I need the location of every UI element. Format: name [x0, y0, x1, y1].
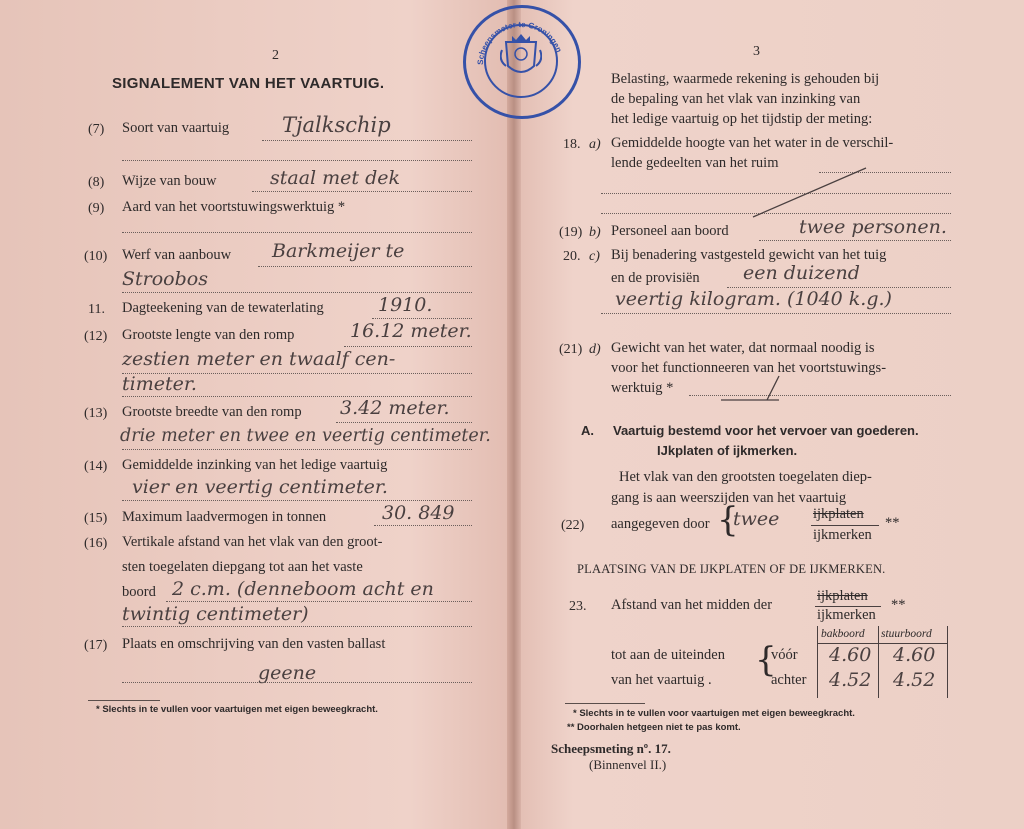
field-value: 2 c.m. (denneboom acht en — [172, 578, 434, 600]
page-title: SIGNALEMENT VAN HET VAARTUIG. — [112, 75, 385, 92]
table-label: van het vaartuig . — [611, 672, 712, 688]
footnote: * Slechts in te vullen voor vaartuigen met eigen beweegkracht. — [96, 704, 378, 715]
brace-icon: { — [755, 640, 777, 680]
field-value: veertig kilogram. (1040 k.g.) — [615, 288, 892, 310]
option-struck: ijkplaten — [813, 506, 864, 522]
placement-heading: PLAATSING VAN DE IJKPLATEN OF DE IJKMERKEN. — [577, 562, 886, 576]
table-cell: 4.52 — [893, 669, 936, 691]
field-label: Grootste lengte van den romp — [122, 327, 295, 343]
field-value: twee — [733, 508, 780, 530]
field-label: aangegeven door — [611, 516, 710, 532]
item-number: (9) — [88, 201, 105, 216]
option: ijkmerken — [813, 527, 872, 543]
item-number: (16) — [84, 536, 108, 551]
field-label: Maximum laadvermogen in tonnen — [122, 509, 327, 525]
row-label: vóór — [771, 647, 798, 663]
paragraph-line: gang is aan weerszijden van het vaartuig — [611, 490, 847, 506]
dotted-line — [122, 292, 472, 293]
item-sub: a) — [589, 137, 601, 152]
item-number: 11. — [88, 302, 105, 317]
field-label: Wijze van bouw — [122, 173, 217, 189]
dotted-line — [122, 626, 472, 627]
item-number: (10) — [84, 249, 108, 264]
field-label: voor het functionneeren van het voortstuwings- — [611, 360, 887, 376]
field-label: Gemiddelde hoogte van het water in de verschil- — [611, 135, 894, 151]
dash-mark — [751, 165, 871, 220]
table-cell: 4.60 — [829, 644, 872, 666]
intro-line: het ledige vaartuig op het tijdstip der meting: — [611, 111, 873, 127]
field-value: Barkmeijer te — [272, 240, 405, 262]
item-sub: b) — [589, 225, 601, 240]
dotted-line — [122, 232, 472, 233]
table-rule — [817, 626, 818, 698]
field-value: een duizend — [743, 262, 860, 284]
table-cell: 4.60 — [893, 644, 936, 666]
item-number: (19) — [559, 225, 583, 240]
dotted-line — [262, 140, 472, 141]
field-value: vier en veertig centimeter. — [132, 476, 388, 498]
dotted-line — [122, 682, 472, 683]
field-value: 3.42 meter. — [340, 397, 450, 419]
item-sub: d) — [589, 342, 601, 357]
field-label: Gewicht van het water, dat normaal noodig is — [611, 340, 875, 356]
field-value: zestien meter en twaalf cen- — [122, 348, 396, 370]
field-label: Grootste breedte van den romp — [122, 404, 302, 420]
field-label: Bij benadering vastgesteld gewicht van het tuig — [611, 247, 887, 263]
section-letter: A. — [581, 423, 594, 438]
table-cell: 4.52 — [829, 669, 872, 691]
dotted-line — [122, 500, 472, 501]
page-number: 2 — [272, 48, 279, 63]
item-sub: c) — [589, 249, 600, 264]
field-value: geene — [258, 662, 317, 684]
field-label: Personeel aan boord — [611, 223, 729, 239]
field-value: Stroobos — [122, 268, 208, 290]
field-label: Aard van het voortstuwingswerktuig * — [122, 199, 346, 215]
form-title: Scheepsmeting nº. 17. — [551, 741, 671, 756]
item-number: (13) — [84, 406, 108, 421]
footnote-mark: ** — [891, 597, 906, 613]
section-title: Vaartuig bestemd voor het vervoer van goederen. — [613, 423, 919, 438]
field-label: Afstand van het midden der — [611, 597, 773, 613]
dotted-line — [336, 422, 472, 423]
dotted-line — [372, 318, 472, 319]
field-label: Werf van aanbouw — [122, 247, 232, 263]
field-label: sten toegelaten diepgang tot aan het vaste — [122, 559, 363, 575]
field-value: 16.12 meter. — [350, 320, 472, 342]
column-header: stuurboord — [881, 628, 932, 640]
intro-line: Belasting, waarmede rekening is gehouden bij — [611, 71, 880, 87]
footnote-rule — [565, 703, 645, 704]
field-label: werktuig * — [611, 380, 674, 396]
dotted-line — [258, 266, 472, 267]
field-label: en de provisiën — [611, 270, 700, 286]
item-number: (17) — [84, 638, 108, 653]
option-struck: ijkplaten — [817, 588, 868, 604]
table-rule — [947, 626, 948, 698]
table-label: tot aan de uiteinden — [611, 647, 725, 663]
item-number: (15) — [84, 511, 108, 526]
right-page — [521, 0, 1024, 829]
brace-icon: { — [717, 500, 739, 540]
dotted-line — [601, 313, 951, 314]
footnote-rule — [88, 700, 160, 701]
item-number: (12) — [84, 329, 108, 344]
item-number: (21) — [559, 342, 583, 357]
item-number: 20. — [563, 249, 581, 264]
field-label: boord — [122, 584, 156, 600]
field-label: Vertikale afstand van het vlak van den groot- — [122, 534, 383, 550]
footnote-mark: ** — [885, 515, 900, 531]
field-value: 30. 849 — [382, 502, 455, 524]
item-number: 18. — [563, 137, 581, 152]
field-value: 1910. — [378, 294, 433, 316]
footnote: * Slechts in te vullen voor vaartuigen met eigen beweegkracht. — [573, 708, 855, 719]
intro-line: de bepaling van het vlak van inzinking van — [611, 91, 861, 107]
field-value: timeter. — [122, 373, 197, 395]
footnote: ** Doorhalen hetgeen niet te pas komt. — [567, 722, 741, 733]
dash-mark — [717, 373, 787, 403]
book-gutter — [507, 0, 521, 829]
dotted-line — [166, 601, 472, 602]
item-number: (14) — [84, 459, 108, 474]
field-value: twintig centimeter) — [122, 603, 309, 625]
row-label: achter — [771, 672, 807, 688]
page-number: 3 — [753, 44, 760, 59]
field-value: twee personen. — [799, 216, 947, 238]
left-page — [0, 0, 507, 829]
option: ijkmerken — [817, 607, 876, 623]
field-value: Tjalkschip — [282, 113, 391, 137]
dotted-line — [344, 346, 472, 347]
item-number: 23. — [569, 599, 587, 614]
fraction-line — [811, 525, 879, 526]
dotted-line — [252, 191, 472, 192]
dotted-line — [122, 160, 472, 161]
paragraph-line: Het vlak van den grootsten toegelaten diep- — [619, 469, 872, 485]
field-label: Plaats en omschrijving van den vasten ballast — [122, 636, 386, 652]
field-value: drie meter en twee en veertig centimeter. — [120, 426, 491, 446]
section-subtitle: IJkplaten of ijkmerken. — [657, 443, 798, 458]
field-value: staal met dek — [270, 167, 401, 189]
field-label: Dagteekening van de tewaterlating — [122, 300, 324, 316]
item-number: (8) — [88, 175, 105, 190]
table-rule — [878, 626, 879, 698]
field-label: lende gedeelten van het ruim — [611, 155, 779, 171]
dotted-line — [374, 525, 472, 526]
form-subtitle: (Binnenvel II.) — [589, 757, 667, 772]
svg-text:Scheepsmeter te Groningen: Scheepsmeter te Groningen — [475, 19, 564, 66]
item-number: (22) — [561, 518, 585, 533]
field-label: Gemiddelde inzinking van het ledige vaartuig — [122, 457, 388, 473]
dotted-line — [759, 240, 951, 241]
item-number: (7) — [88, 122, 105, 137]
dotted-line — [122, 449, 472, 450]
column-header: bakboord — [821, 628, 865, 640]
field-label: Soort van vaartuig — [122, 120, 230, 136]
